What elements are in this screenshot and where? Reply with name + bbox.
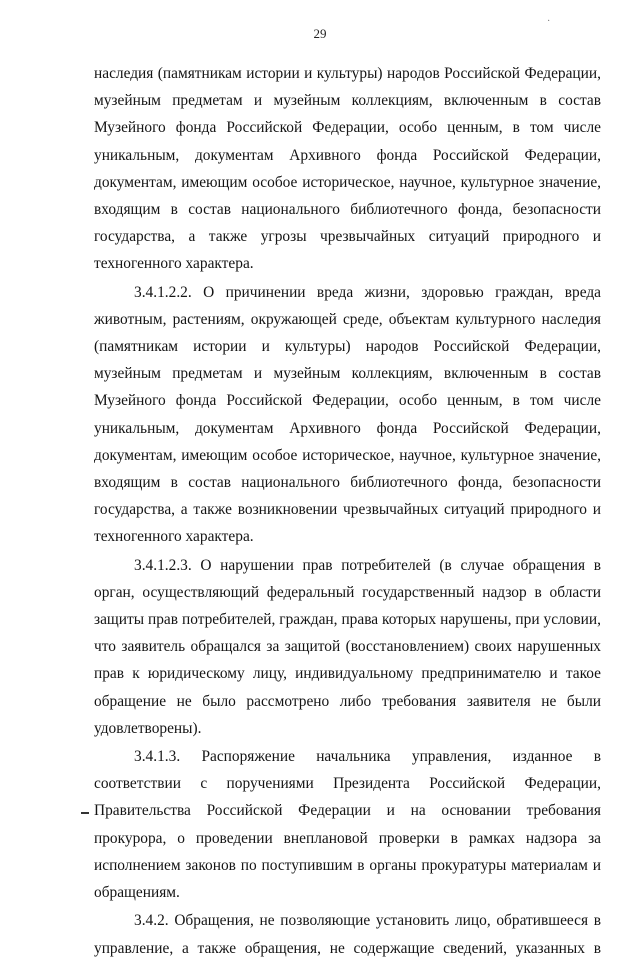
document-body bbox=[94, 60, 601, 962]
paragraph-3-4-1-2-3: 3.4.1.2.3. О нарушении прав потребителей (в случае обращения в орган, осуществляющий федеральный государственный надзор в области защиты прав потребителей, граждан, права которых нарушены, при условии, что заявитель обращался за защитой (восстановлением) своих нарушенных прав к юридическому лицу, индивидуальному предпринимателю и такое обращение не было рассмотрено либо требования заявителя не были удовлетворены). bbox=[94, 556, 601, 737]
paragraph-3-4-2: 3.4.2. Обращения, не позволяющие установить лицо, обратившееся в управление, а также обращения, не содержащие сведений, указанных в bbox=[94, 912, 601, 957]
paragraph-continuation: наследия (памятникам истории и культуры) народов Российской Федерации, музейным предметам и музейным коллекциям, включенным в состав Музейного фонда Российской Федерации, особо ценным, в том числе уникальным, документам Архивного фонда Российской Федерации, документам, имеющим особое историческое, научное, культурное значение, входящим в состав национального библиотечного фонда, безопасности государства, а также угрозы чрезвычайных ситуаций природного и техногенного характера. bbox=[94, 65, 601, 273]
margin-mark bbox=[81, 812, 89, 814]
paragraph-3-4-1-3: 3.4.1.3. Распоряжение начальника управления, изданное в соответствии с поручениями Президента Российской Федерации, Правительства Российской Федерации и на основании требования прокурора, о проведении внеплановой проверки в рамках надзора за исполнением законов по поступившим в органы прокуратуры материалам и обращениям. bbox=[94, 748, 601, 902]
page-number: 29 bbox=[313, 26, 327, 41]
corner-mark: · bbox=[547, 16, 551, 27]
paragraph-3-4-1-2-2: 3.4.1.2.2. О причинении вреда жизни, здоровью граждан, вреда животным, растениям, окружающей среде, объектам культурного наследия (памятникам истории и культуры) народов Российской Федерации, музейным предметам и музейным коллекциям, включенным в состав Музейного фонда Российской Федерации, особо ценным, в том числе уникальным, документам Архивного фонда Российской Федерации, документам, имеющим особое историческое, научное, культурное значение, входящим в состав национального библиотечного фонда, безопасности государства, а также возникновении чрезвычайных ситуаций природного и техногенного характера. bbox=[94, 283, 601, 546]
